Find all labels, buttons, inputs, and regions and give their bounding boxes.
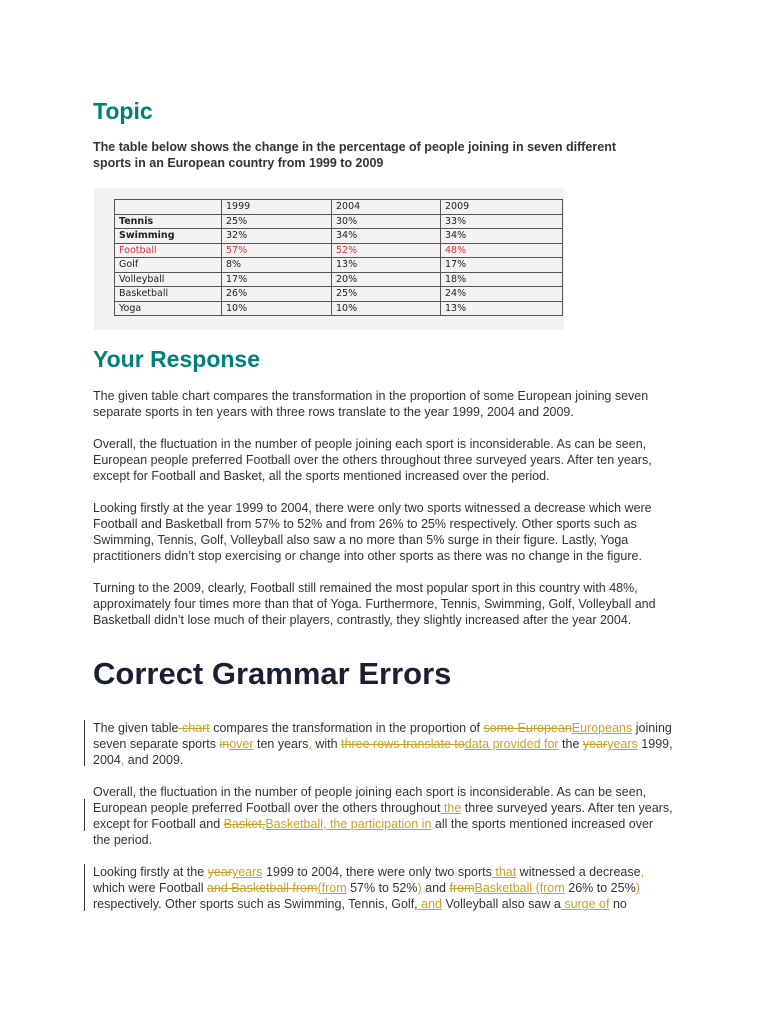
table-cell: 24% (441, 287, 563, 302)
insertion: , (308, 737, 312, 751)
table-cell: 57% (222, 243, 332, 258)
insertion: , (120, 753, 125, 767)
text: 26% to 25% (564, 881, 636, 895)
text: respectively. Other sports such as Swimming, Tennis, Golf, (93, 897, 418, 911)
table-cell: 13% (441, 301, 563, 316)
text: the (558, 737, 583, 751)
topic-description: The table below shows the change in the percentage of people joining in seven different sports in an European country from 1999 to 2009 (93, 140, 616, 170)
table-row (115, 229, 563, 244)
text: Volleyball also saw a (442, 897, 561, 911)
deletion: Basket, (223, 817, 266, 831)
text: with (311, 737, 342, 751)
text: compares the transformation in the proportion of (209, 721, 484, 735)
response-paragraph: Turning to the 2009, clearly, Football still remained the most popular sport in this country with 48%, approximately four times more than that of Yoga. Furthermore, Tennis, Swimming, Golf, Volleyball and Basketball didn’t lose much of their players, contrastly, they slightly increased after the year 2004. (93, 581, 656, 627)
table-cell: 33% (441, 214, 563, 229)
text: which were Football (93, 881, 207, 895)
text: no (609, 897, 627, 911)
table-cell: 26% (222, 287, 332, 302)
insertion: Basketball (from (474, 881, 565, 895)
table-cell: 34% (332, 229, 441, 244)
text: ten years (253, 737, 309, 751)
insertion: years (231, 865, 263, 879)
table-header-cell: 2004 (332, 200, 441, 215)
table-cell: 17% (441, 258, 563, 273)
text: The given table (93, 721, 179, 735)
insertion: over (229, 737, 254, 751)
deletion: chart (178, 721, 210, 735)
text: 1999, 2004 (93, 737, 673, 767)
grammar-heading: Correct Grammar Errors (93, 656, 452, 691)
table-cell: 17% (222, 272, 332, 287)
deletion: in (219, 737, 230, 751)
table-cell: Tennis (115, 214, 222, 229)
text: three surveyed years. After ten years, except for Football and (93, 801, 673, 831)
topic-heading: Topic (93, 98, 153, 124)
text: Looking firstly at the (93, 865, 208, 879)
insertion: that (491, 865, 517, 879)
change-bar (84, 720, 85, 766)
deletion: some European (483, 721, 572, 735)
table-row (115, 287, 563, 302)
table-cell: 13% (332, 258, 441, 273)
insertion: Basketball, the participation in (265, 817, 432, 831)
corrected-paragraph (93, 720, 673, 768)
table-cell: Volleyball (115, 272, 222, 287)
table-cell: 32% (222, 229, 332, 244)
table-cell: 34% (441, 229, 563, 244)
table-cell: 10% (332, 301, 441, 316)
response-heading: Your Response (93, 346, 260, 372)
response-paragraph: Looking firstly at the year 1999 to 2004, there were only two sports witnessed a decrease which were Football and Basketball from 57% to 52% and from 26% to 25% respectively. Other sports such as Swimming, Tennis, Golf, Volleyball also saw a no more than 5% surge in their figure. Lastly, Yoga practitioners didn’t stop exercising or change into other sports as there was no change in the figure. (93, 501, 652, 563)
deletion: year (207, 865, 232, 879)
table-row (115, 301, 563, 316)
text: all the sports mentioned increased over the period. (93, 817, 654, 847)
corrected-paragraph (93, 784, 673, 848)
sports-table (114, 199, 563, 316)
change-bar (84, 864, 85, 911)
insertion: surge of (560, 897, 610, 911)
text: witnessed a decrease (516, 865, 641, 879)
table-image (94, 188, 564, 330)
change-bar (84, 799, 85, 831)
deletion: and Basketball from (206, 881, 318, 895)
text: 57% to 52% (346, 881, 418, 895)
deletion: from (449, 881, 475, 895)
table-cell: Yoga (115, 301, 222, 316)
insertion: (from (317, 881, 347, 895)
table-cell: 8% (222, 258, 332, 273)
table-cell: 18% (441, 272, 563, 287)
table-header-row (115, 200, 563, 215)
table-cell: 48% (441, 243, 563, 258)
insertion: the (440, 801, 462, 815)
text: 1999 to 2004, there were only two sports (262, 865, 492, 879)
insertion: Europeans (571, 721, 633, 735)
insertion: , (640, 865, 645, 879)
insertion: ) (417, 881, 422, 895)
text: Overall, the fluctuation in the number of people joining each sport is inconsiderable. As can be seen, European people preferred Football over the others throughout (93, 785, 647, 815)
corrected-paragraph (93, 864, 673, 912)
table-cell: Swimming (115, 229, 222, 244)
insertion: and (417, 897, 443, 911)
table-cell: Football (115, 243, 222, 258)
table-cell: 10% (222, 301, 332, 316)
insertion: data provided for (464, 737, 559, 751)
table-row (115, 258, 563, 273)
insertion: years (607, 737, 638, 751)
table-row (115, 214, 563, 229)
table-cell: 25% (222, 214, 332, 229)
text: and 2009. (124, 753, 184, 767)
table-header-cell: 2009 (441, 200, 563, 215)
response-paragraph: The given table chart compares the transformation in the proportion of some European joining seven separate sports in ten years with three rows translate to the year 1999, 2004 and 2009. (93, 389, 649, 419)
deletion: three rows translate to (341, 737, 465, 751)
table-row (115, 272, 563, 287)
table-cell: 20% (332, 272, 441, 287)
table-cell: 52% (332, 243, 441, 258)
table-header-cell: 1999 (222, 200, 332, 215)
table-cell: Golf (115, 258, 222, 273)
table-cell: 25% (332, 287, 441, 302)
text: joining seven separate sports (93, 721, 672, 751)
table-row-highlighted (115, 243, 563, 258)
deletion: year (582, 737, 608, 751)
table-cell: 30% (332, 214, 441, 229)
table-header-cell (115, 200, 222, 215)
text: and (421, 881, 450, 895)
insertion: ) (635, 881, 640, 895)
table-cell: Basketball (115, 287, 222, 302)
response-paragraph: Overall, the fluctuation in the number of people joining each sport is inconsiderable. As can be seen, European people preferred Football over the others throughout three surveyed years. After ten years, except for Football and Basket, all the sports mentioned increased over the period. (93, 437, 652, 483)
